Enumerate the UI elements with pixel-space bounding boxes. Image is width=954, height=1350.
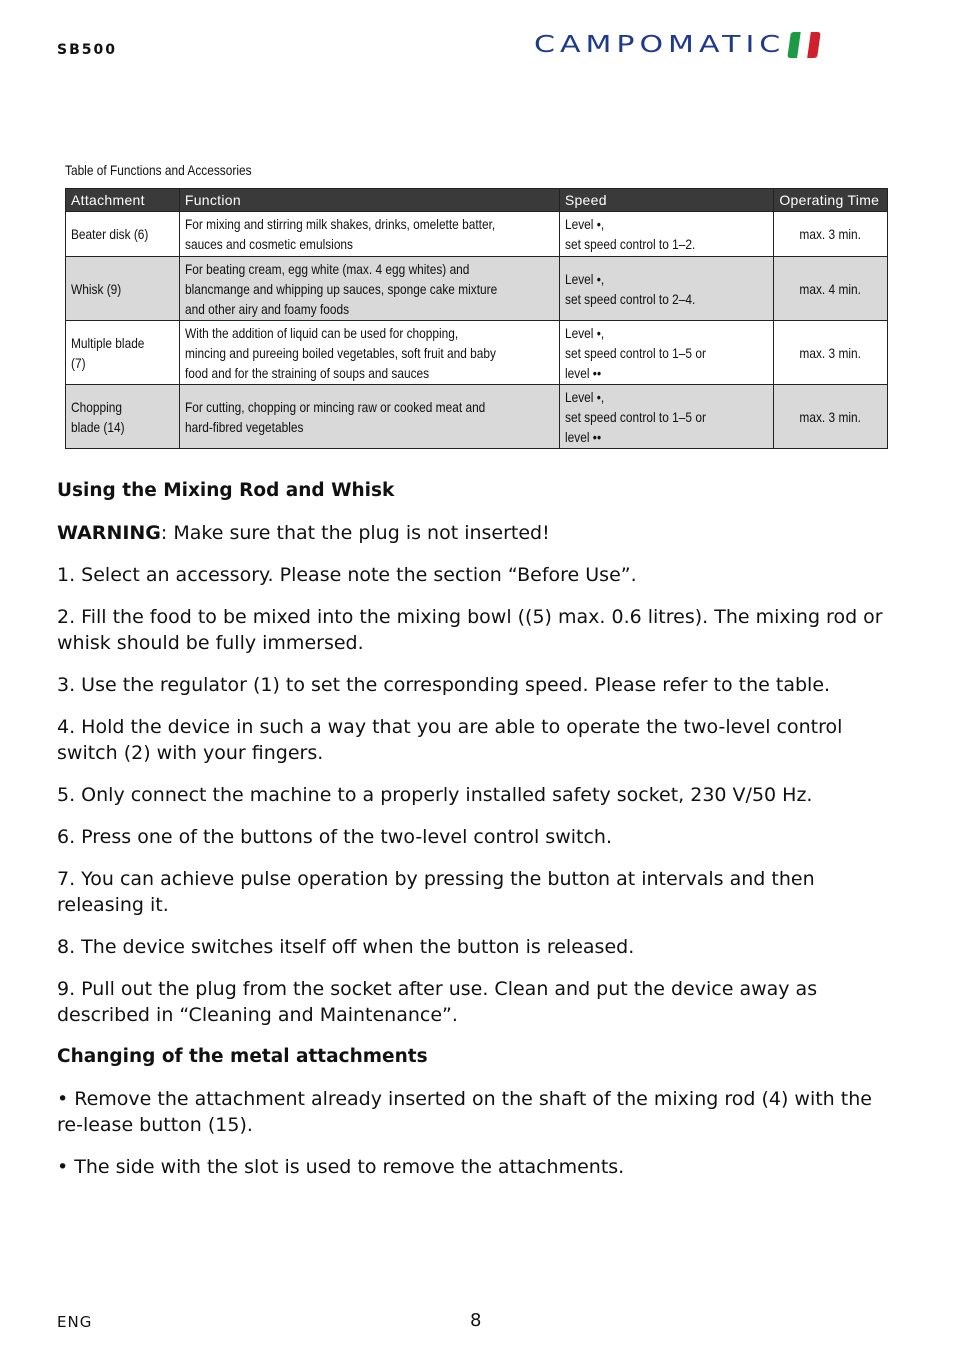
header-speed: Speed xyxy=(559,189,774,212)
cell-attachment xyxy=(66,385,180,449)
table-row xyxy=(66,257,888,321)
model-number: SB500 xyxy=(57,42,117,58)
cell-line: Beater disk (6) xyxy=(71,226,149,242)
cell-line: For mixing and stirring milk shakes, drinks, omelette batter, xyxy=(184,216,496,232)
cell-attachment xyxy=(66,212,180,257)
cell-line: Whisk (9) xyxy=(71,280,122,297)
step-9: 9. Pull out the plug from the socket after use. Clean and put the device away as described in “Cleaning and Maintenance”. xyxy=(57,978,818,1026)
warning-label: WARNING xyxy=(57,522,161,544)
cell-line: sauces and cosmetic emulsions xyxy=(184,236,353,252)
table-caption: Table of Functions and Accessories xyxy=(65,162,252,178)
cell-line: Multiple blade xyxy=(71,334,145,351)
step-7: 7. You can achieve pulse operation by pressing the button at intervals and then releasing it. xyxy=(57,868,815,916)
table-header-row xyxy=(66,189,888,212)
section-heading-mixing-rod: Using the Mixing Rod and Whisk xyxy=(57,480,395,501)
warning-text: : Make sure that the plug is not inserted! xyxy=(160,522,550,544)
table-row xyxy=(66,385,888,449)
step-4: 4. Hold the device in such a way that you are able to operate the two-level control switch (2) with your fingers. xyxy=(57,716,843,764)
cell-line: hard-fibred vegetables xyxy=(184,418,304,435)
header-function: Function xyxy=(179,189,559,212)
cell-line: blancmange and whipping up sauces, sponge cake mixture xyxy=(184,280,498,297)
cell-line: Level •, xyxy=(564,216,605,232)
cell-function xyxy=(179,321,559,385)
header-operating-time: Operating Time xyxy=(774,189,888,212)
header-attachment: Attachment xyxy=(66,189,180,212)
bullet-item: • The side with the slot is used to remove the attachments. xyxy=(57,1156,625,1178)
cell-speed xyxy=(559,212,774,257)
cell-line: max. 4 min. xyxy=(799,280,862,297)
section-heading-metal-attachments: Changing of the metal attachments xyxy=(57,1046,428,1067)
step-2: 2. Fill the food to be mixed into the mixing bowl ((5) max. 0.6 litres). The mixing rod or whisk should be fully immersed. xyxy=(57,606,883,654)
cell-line: max. 3 min. xyxy=(799,344,862,361)
cell-line: max. 3 min. xyxy=(799,226,862,242)
table-row xyxy=(66,212,888,257)
cell-line: With the addition of liquid can be used for chopping, xyxy=(184,324,459,341)
cell-operating-time xyxy=(774,385,888,449)
cell-line: mincing and pureeing boiled vegetables, soft fruit and baby xyxy=(184,344,496,361)
cell-line: set speed control to 1–2. xyxy=(564,236,696,252)
cell-speed xyxy=(559,321,774,385)
bullet-item: • Remove the attachment already inserted on the shaft of the mixing rod (4) with the re-lease button (15). xyxy=(57,1088,872,1136)
brand-name: CAMPOMATIC xyxy=(534,30,786,59)
italian-flag-icon xyxy=(787,32,821,58)
step-3: 3. Use the regulator (1) to set the corresponding speed. Please refer to the table. xyxy=(57,674,831,696)
cell-operating-time xyxy=(774,212,888,257)
cell-line: Level •, xyxy=(564,388,605,405)
brand-logo xyxy=(534,28,819,62)
cell-line: (7) xyxy=(71,354,86,371)
table-row xyxy=(66,321,888,385)
step-6: 6. Press one of the buttons of the two-level control switch. xyxy=(57,826,612,848)
cell-line: food and for the straining of soups and sauces xyxy=(184,364,429,381)
flag-stripe-red xyxy=(807,32,821,58)
cell-line: set speed control to 1–5 or xyxy=(564,344,706,361)
cell-line: For cutting, chopping or mincing raw or cooked meat and xyxy=(184,398,486,415)
cell-attachment xyxy=(66,257,180,321)
step-5: 5. Only connect the machine to a properly installed safety socket, 230 V/50 Hz. xyxy=(57,784,813,806)
cell-function xyxy=(179,212,559,257)
cell-line: Chopping xyxy=(71,398,122,415)
cell-line: set speed control to 2–4. xyxy=(564,290,696,307)
cell-speed xyxy=(559,257,774,321)
cell-line: level •• xyxy=(564,428,601,445)
cell-line: set speed control to 1–5 or xyxy=(564,408,706,425)
step-1: 1. Select an accessory. Please note the section “Before Use”. xyxy=(57,564,637,586)
cell-function xyxy=(179,385,559,449)
cell-line: max. 3 min. xyxy=(799,408,862,425)
cell-line: and other airy and foamy foods xyxy=(184,300,349,317)
cell-line: level •• xyxy=(564,364,601,381)
cell-operating-time xyxy=(774,321,888,385)
page-number: 8 xyxy=(470,1310,482,1331)
cell-function xyxy=(179,257,559,321)
cell-operating-time xyxy=(774,257,888,321)
cell-attachment xyxy=(66,321,180,385)
cell-speed xyxy=(559,385,774,449)
cell-line: For beating cream, egg white (max. 4 egg whites) and xyxy=(184,260,470,277)
cell-line: Level •, xyxy=(564,324,605,341)
cell-line: blade (14) xyxy=(71,418,125,435)
warning-paragraph xyxy=(57,520,902,546)
cell-line: Level •, xyxy=(564,270,605,287)
step-8: 8. The device switches itself off when the button is released. xyxy=(57,936,635,958)
functions-table xyxy=(65,188,888,449)
instructions-body xyxy=(57,478,902,1196)
footer-language: ENG xyxy=(57,1313,93,1331)
